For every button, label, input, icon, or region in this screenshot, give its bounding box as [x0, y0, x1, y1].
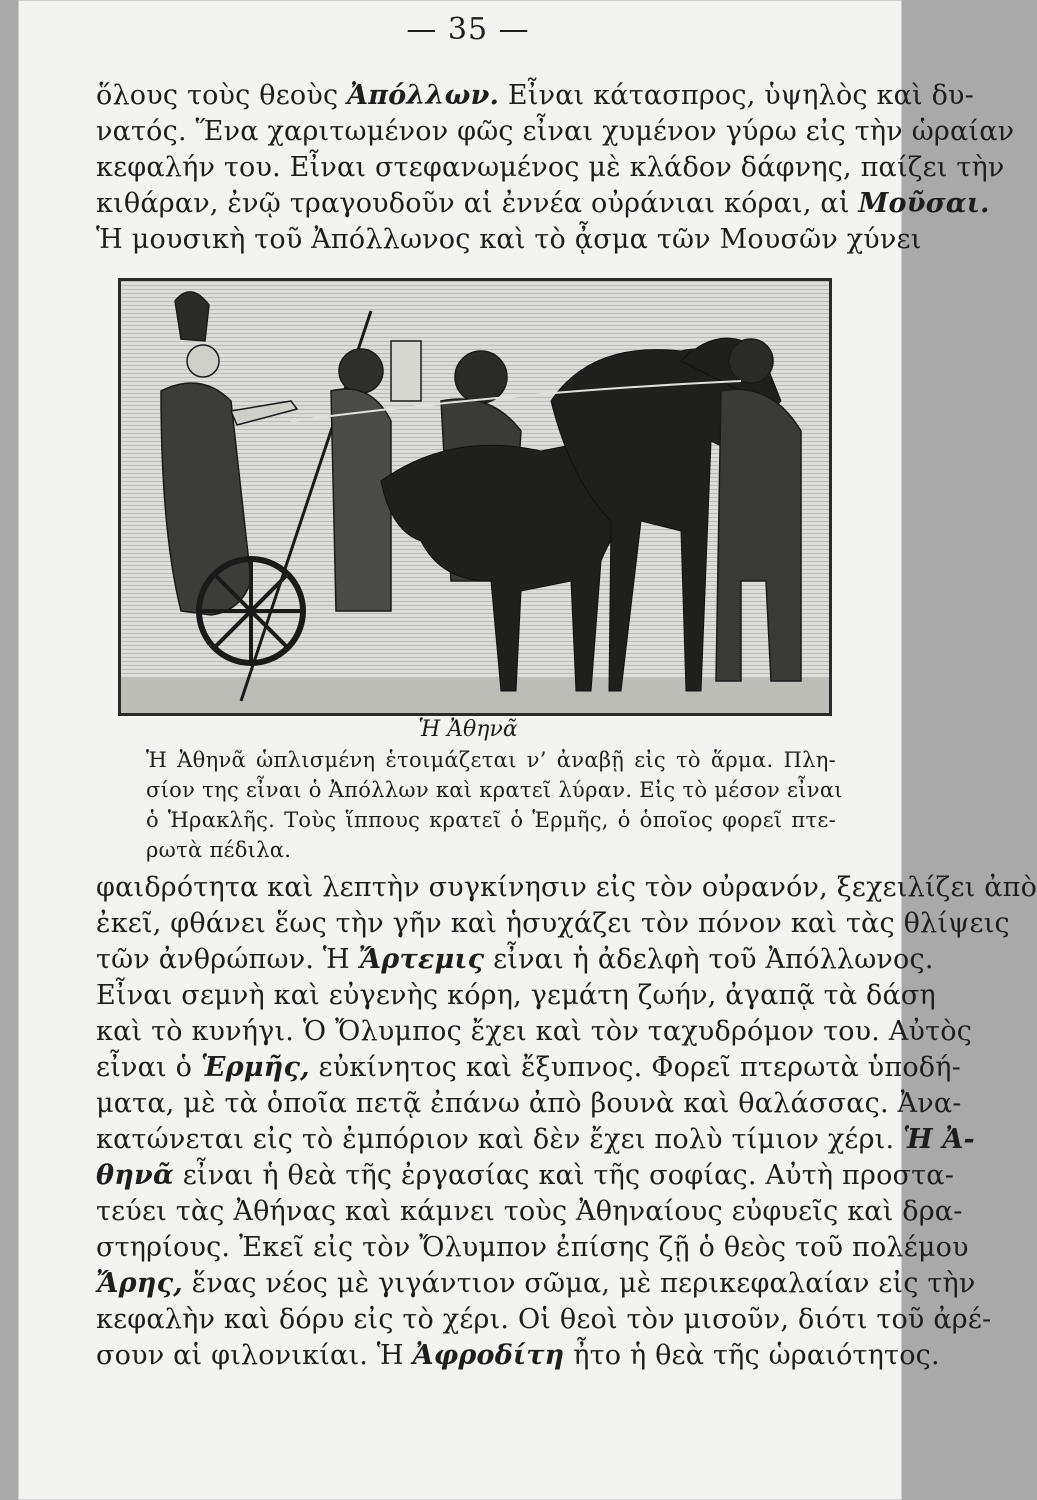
- page-number: — 35 —: [406, 12, 530, 47]
- caption-line: ρωτὰ πέδιλα.: [146, 838, 292, 862]
- text-line: Ἄρης, ἕνας νέος μὲ γιγάντιον σῶμα, μὲ περικεφαλαίαν εἰς τὴν: [96, 1268, 976, 1299]
- text-line: κεφαλήν του. Εἶναι στεφανωμένος μὲ κλάδον δάφνης, παίζει τὴν: [96, 152, 1005, 183]
- caption-line: Ἡ Ἀθηνᾶ ὡπλισμένη ἑτοιμάζεται ν’ ἀναβῇ εἰς τὸ ἅρμα. Πλη-: [146, 748, 836, 772]
- book-page: [18, 0, 1037, 1500]
- text-line: τῶν ἀνθρώπων. Ἡ Ἄρτεμις εἶναι ἡ ἀδελφὴ τοῦ Ἀπόλλωνος.: [96, 944, 934, 975]
- text-line: τεύει τὰς Ἀθήνας καὶ κάμνει τοὺς Ἀθηναίους εὐφυεῖς καὶ δρα-: [96, 1196, 963, 1227]
- text-line: κεφαλὴν καὶ δόρυ εἰς τὸ χέρι. Οἱ θεοὶ τὸν μισοῦν, διότι τοῦ ἀρέ-: [96, 1304, 992, 1335]
- text-line: καὶ τὸ κυνήγι. Ὁ Ὄλυμπος ἔχει καὶ τὸν ταχυδρόμον του. Αὐτὸς: [96, 1016, 973, 1047]
- text-line: ματα, μὲ τὰ ὁποῖα πετᾷ ἐπάνω ἀπὸ βουνὰ καὶ θαλάσσας. Ἀνα-: [96, 1088, 962, 1119]
- text-line: κιθάραν, ἐνῷ τραγουδοῦν αἱ ἐννέα οὐράνιαι κόραι, αἱ Μοῦσαι.: [96, 188, 990, 219]
- text-line: εἶναι ὁ Ἑρμῆς, εὐκίνητος καὶ ἔξυπνος. Φορεῖ πτερωτὰ ὑποδή-: [96, 1052, 961, 1083]
- caption-line: σίον της εἶναι ὁ Ἀπόλλων καὶ κρατεῖ λύραν. Εἰς τὸ μέσον εἶναι: [146, 778, 843, 802]
- chariot-wheel: [199, 559, 303, 663]
- figure-title: Ἡ Ἀθηνᾶ: [418, 717, 518, 742]
- engraving-image: [121, 281, 829, 713]
- text-line: Εἶναι σεμνὴ καὶ εὐγενὴς κόρη, γεμάτη ζωήν, ἀγαπᾷ τὰ δάση: [96, 980, 936, 1011]
- text-line: κατώνεται εἰς τὸ ἐμπόριον καὶ δὲν ἔχει πολὺ τίμιον χέρι. Ἡ Ἀ-: [96, 1124, 975, 1155]
- text-line: σουν αἱ φιλονικίαι. Ἡ Ἀφροδίτη ἦτο ἡ θεὰ τῆς ὡραιότητος.: [96, 1340, 940, 1371]
- text-line: νατός. Ἕνα χαριτωμένον φῶς εἶναι χυμένον γύρω εἰς τὴν ὡραίαν: [96, 116, 1015, 147]
- illustration-athena-chariot: [118, 278, 832, 716]
- text-line: θηνᾶ εἶναι ἡ θεὰ τῆς ἐργασίας καὶ τῆς σοφίας. Αὐτὴ προστα-: [96, 1160, 955, 1191]
- text-line: ὅλους τοὺς θεοὺς Ἀπόλλων. Εἶναι κάτασπρος, ὑψηλὸς καὶ δυ-: [96, 80, 974, 111]
- text-line: στηρίους. Ἐκεῖ εἰς τὸν Ὄλυμπον ἐπίσης ζῇ ὁ θεὸς τοῦ πολέμου: [96, 1232, 969, 1263]
- caption-line: ὁ Ἡρακλῆς. Τοὺς ἵππους κρατεῖ ὁ Ἑρμῆς, ὁ ὁποῖος φορεῖ πτε-: [146, 808, 836, 832]
- text-line: ἐκεῖ, φθάνει ἕως τὴν γῆν καὶ ἡσυχάζει τὸν πόνον καὶ τὰς θλίψεις: [96, 908, 1010, 939]
- text-line: φαιδρότητα καὶ λεπτὴν συγκίνησιν εἰς τὸν οὐρανόν, ξεχειλίζει ἀπὸ: [96, 872, 1037, 903]
- text-line: Ἡ μουσικὴ τοῦ Ἀπόλλωνος καὶ τὸ ᾆσμα τῶν Μουσῶν χύνει: [96, 224, 922, 255]
